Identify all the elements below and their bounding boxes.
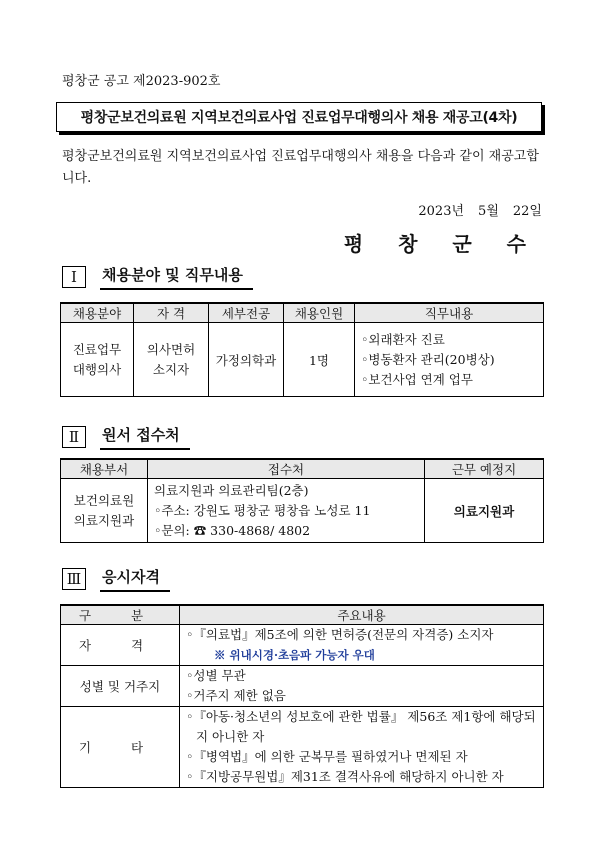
duty-item: ◦병동환자 관리(20병상) — [361, 351, 495, 367]
header-field: 채용분야 — [61, 303, 134, 323]
section3-number: Ⅲ — [62, 568, 86, 590]
cell-major: 가정의학과 — [209, 323, 284, 397]
intro-text: 평창군보건의료원 지역보건의료사업 진료업무대행의사 채용을 다음과 같이 재공고합니다. — [62, 149, 539, 186]
section1-title: 채용분야 및 직무내용 — [100, 264, 253, 290]
issuer: 평 창 군 수 — [343, 232, 540, 256]
section1-number: Ⅰ — [62, 266, 86, 288]
cell-office — [148, 479, 425, 543]
header-duties: 직무내용 — [355, 303, 544, 323]
header-content: 주요내용 — [180, 605, 544, 625]
eligibility-table — [60, 604, 544, 788]
section1-heading — [62, 264, 253, 290]
cell-duties — [355, 323, 544, 397]
section2-number: Ⅱ — [62, 426, 86, 448]
section3-title: 응시자격 — [100, 566, 170, 592]
cell-qualification: 의사면허 소지자 — [134, 323, 209, 397]
cell-dept: 보건의료원 의료지원과 — [61, 479, 148, 543]
date-month: 5월 — [478, 204, 499, 219]
office-name: 의료지원과 의료관리팀(2층) — [154, 482, 309, 498]
office-address: ◦주소: 강원도 평창군 평창읍 노성로 11 — [154, 502, 371, 518]
header-qualification: 자 격 — [134, 303, 209, 323]
preference-note: ※ 위내시경·초음파 가능자 우대 — [214, 648, 375, 662]
gender-item: ◦성별 무관 — [186, 668, 246, 683]
date-year: 2023년 — [418, 204, 465, 219]
header-count: 채용인원 — [284, 303, 355, 323]
announcement-date — [404, 200, 542, 219]
other-item: ◦『병역법』에 의한 군복무를 필하였거나 면제된 자 — [186, 749, 468, 764]
row-content-qualification — [180, 625, 544, 666]
duty-item: ◦외래환자 진료 — [361, 331, 445, 347]
header-dept: 채용부서 — [61, 459, 148, 479]
row-content-other — [180, 707, 544, 788]
header-category: 구 분 — [61, 605, 180, 625]
section3-heading — [62, 566, 170, 592]
other-item: ◦『지방공무원법』제31조 결격사유에 해당하지 아니한 자 — [186, 769, 504, 784]
announcement-title-box — [56, 102, 542, 132]
other-item: ◦『아동·청소년의 성보호에 관한 법률』 제56조 제1항에 해당되지 아니한 자 — [186, 709, 536, 744]
cell-location: 의료지원과 — [425, 479, 544, 543]
header-location: 근무 예정지 — [425, 459, 544, 479]
row-label-qualification: 자 격 — [61, 625, 180, 666]
qualification-item: ◦『의료법』제5조에 의한 면허증(전문의 자격증) 소지자 — [186, 627, 494, 642]
application-table — [60, 458, 544, 543]
residence-item: ◦거주지 제한 없음 — [186, 688, 286, 703]
office-phone: ◦문의: ☎ 330-4868/ 4802 — [154, 522, 311, 538]
duty-item: ◦보건사업 연계 업무 — [361, 371, 473, 387]
recruitment-table — [60, 302, 544, 397]
date-day: 22일 — [512, 204, 542, 219]
header-major: 세부전공 — [209, 303, 284, 323]
header-office: 접수처 — [148, 459, 425, 479]
row-label-gender-residence: 성별 및 거주지 — [61, 666, 180, 707]
row-content-gender-residence — [180, 666, 544, 707]
section2-heading — [62, 424, 190, 450]
row-label-other: 기 타 — [61, 707, 180, 788]
notice-number: 평창군 공고 제2023-902호 — [62, 74, 221, 89]
announcement-title: 평창군보건의료원 지역보건의료사업 진료업무대행의사 채용 재공고(4차) — [80, 110, 518, 126]
cell-field: 진료업무 대행의사 — [61, 323, 134, 397]
section2-title: 원서 접수처 — [100, 424, 190, 450]
cell-count: 1명 — [284, 323, 355, 397]
